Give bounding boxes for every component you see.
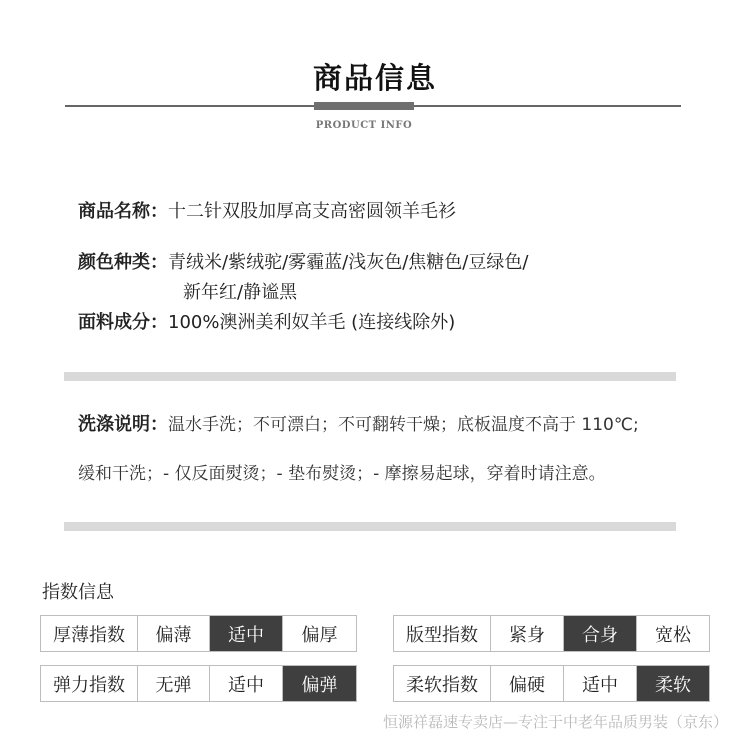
section-title: 商品信息 xyxy=(312,61,437,95)
index-option: 紧身 xyxy=(491,616,564,651)
divider-band-top xyxy=(64,372,676,381)
fabric-row xyxy=(78,308,455,334)
wash-line1 xyxy=(78,410,639,436)
index-table-fit xyxy=(393,615,710,652)
section-subtitle: PRODUCT INFO xyxy=(315,120,413,131)
product-name-label: 商品名称： xyxy=(78,201,168,222)
fabric-value: 100%澳洲美利奴羊毛 (连接线除外) xyxy=(168,312,456,333)
index-label: 版型指数 xyxy=(394,616,491,651)
index-table-elasticity xyxy=(40,665,357,702)
index-option: 偏硬 xyxy=(491,666,564,701)
product-name-row xyxy=(78,197,456,223)
fabric-label: 面料成分： xyxy=(78,312,168,333)
index-option: 偏厚 xyxy=(301,624,338,646)
wash-text-line1: 温水手洗；不可漂白；不可翻转干燥；底板温度不高于 110℃; xyxy=(168,415,639,435)
index-option-selected: 偏弹 xyxy=(283,666,356,701)
index-option: 无弹 xyxy=(138,666,210,701)
wash-label: 洗涤说明： xyxy=(78,414,168,435)
index-option-selected: 合身 xyxy=(564,616,637,651)
title-accent-bar xyxy=(314,102,414,110)
color-value-line1: 青绒米/紫绒驼/雾霾蓝/浅灰色/焦糖色/豆绿色/ xyxy=(168,252,529,273)
index-table-softness xyxy=(393,665,710,702)
product-name-value: 十二针双股加厚高支高密圆领羊毛衫 xyxy=(168,201,456,222)
color-value-line2: 新年红/静谧黑 xyxy=(183,282,298,303)
index-label: 弹力指数 xyxy=(41,666,138,701)
store-watermark: 恒源祥磊速专卖店—专注于中老年品质男装（京东） xyxy=(382,713,728,731)
index-title: 指数信息 xyxy=(42,582,114,603)
index-label: 厚薄指数 xyxy=(41,616,138,651)
index-option: 偏薄 xyxy=(138,616,210,651)
index-option: 适中 xyxy=(210,666,283,701)
index-option-selected: 适中 xyxy=(210,616,283,651)
index-option-selected: 柔软 xyxy=(637,666,709,701)
index-table-thickness xyxy=(40,615,357,652)
wash-text-line2: 缓和干洗；- 仅反面熨烫；- 垫布熨烫；- 摩擦易起球，穿着时请注意。 xyxy=(78,464,606,484)
index-option: 适中 xyxy=(564,666,637,701)
color-row xyxy=(78,248,528,274)
index-label: 柔软指数 xyxy=(394,666,491,701)
index-option: 宽松 xyxy=(655,624,691,646)
divider-band-bottom xyxy=(64,522,676,531)
color-label: 颜色种类： xyxy=(78,252,168,273)
